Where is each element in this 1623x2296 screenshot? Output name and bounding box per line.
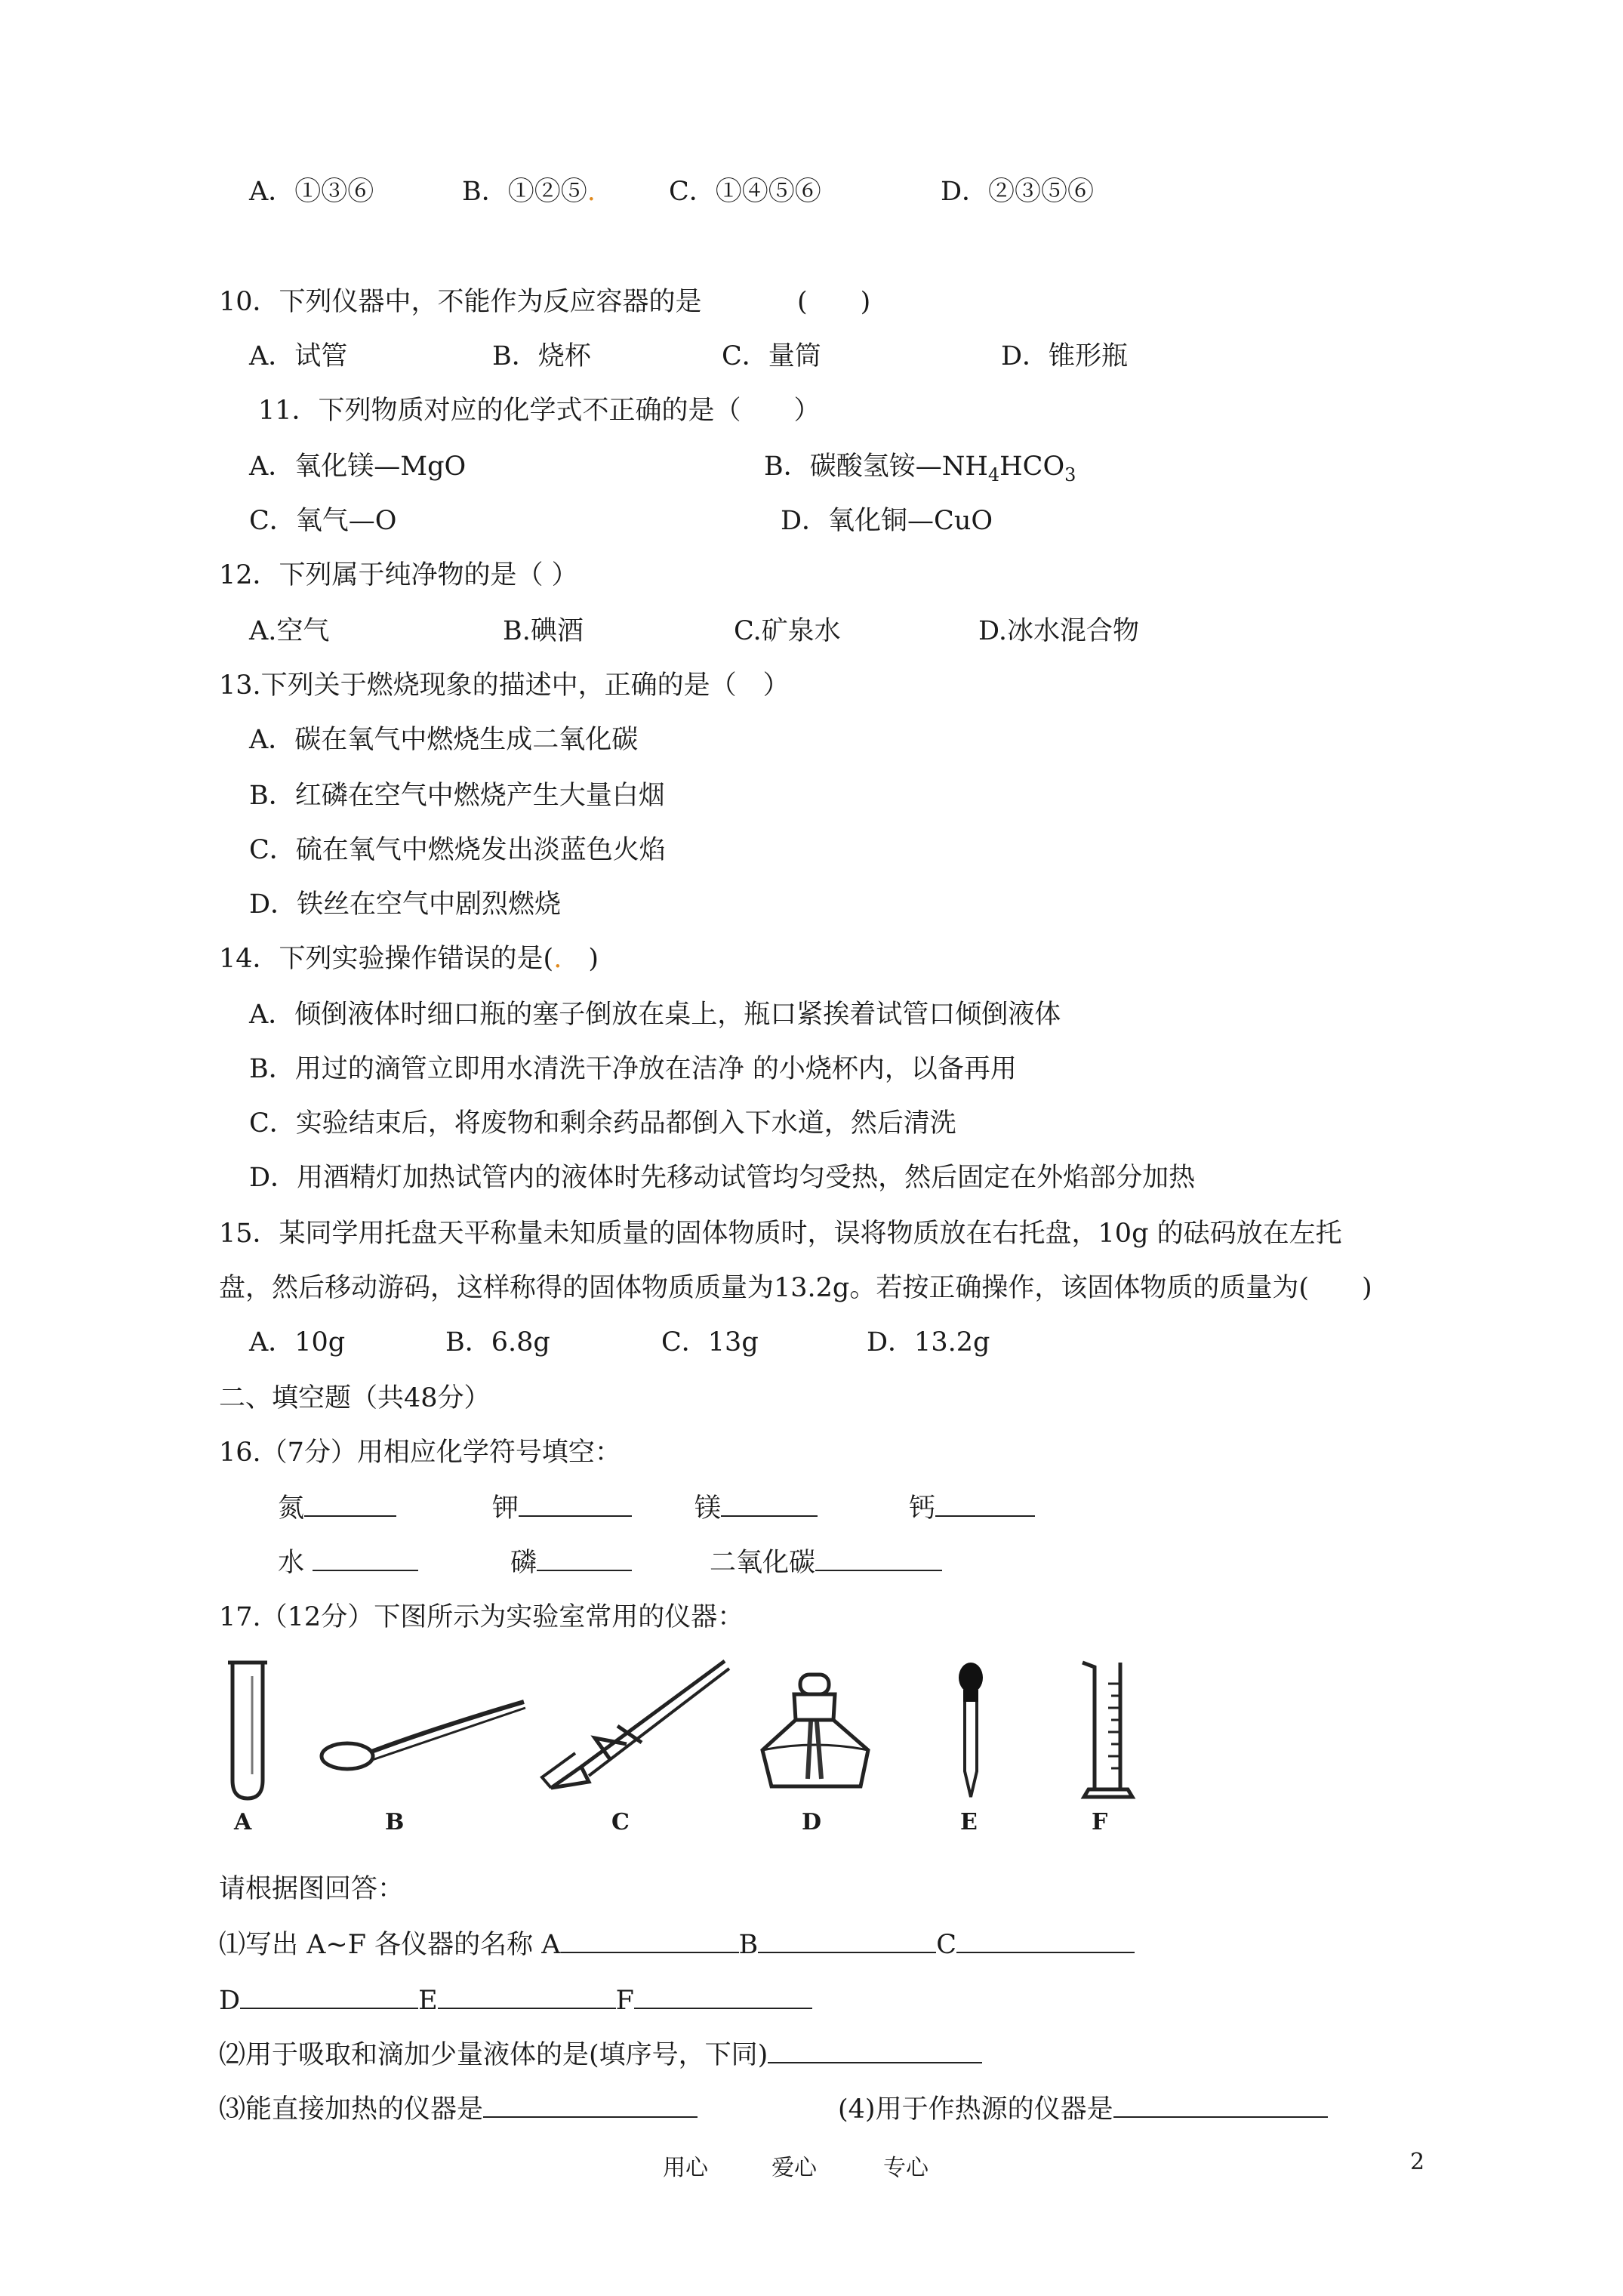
instrument-label: F [1092,1809,1108,1835]
q10-paren: ( ) [797,287,871,317]
graduated-cylinder-icon [1072,1653,1147,1804]
q12-stem: 12．下列属于纯净物的是（ ） [219,560,578,590]
q12-option-b: B.碘酒 [503,616,584,646]
q16-item: 二氧化碳 [710,1546,942,1579]
q16-item: 镁 [694,1492,818,1525]
q11-option-a: A．氧化镁—MgO [249,451,467,482]
q17-part3: ⑶能直接加热的仪器是 [219,2093,698,2126]
footer-text: 专心 [883,2155,929,2181]
q11-option-b: B．碳酸氢铵$—NH_4HCO_3$ [764,451,1076,485]
dropper-icon [948,1658,993,1801]
q17-part4: (4)用于作热源的仪器是 [838,2093,1328,2126]
spoon-icon [308,1691,534,1782]
q14-option-b: B．用过的滴管立即用水清洗干净放在洁净 的小烧杯内，以备再用 [249,1054,1017,1084]
q9-option-b: B．①②⑤. [462,177,596,207]
q11-stem: 11．下列物质对应的化学式不正确的是（ ） [258,396,821,426]
instrument-label: A [234,1809,252,1835]
q16-item: 钙 [909,1492,1035,1525]
q15-option-b: B．6.8g [445,1327,550,1358]
test-tube-icon [219,1653,279,1804]
q14-stem: 14．下列实验操作错误的是(. ) [219,944,599,974]
q10-option-b: B．烧杯 [492,341,591,371]
footer-text: 用心 [663,2155,708,2181]
q13-option-a: A．碳在氧气中燃烧生成二氧化碳 [249,725,639,755]
q9-option-c: C．①④⑤⑥ [669,177,821,207]
q17-stem: 17.（12分）下图所示为实验室常用的仪器： [219,1602,744,1632]
q15-option-c: C．13g [661,1327,759,1358]
q17-prompt: 请根据图回答： [219,1874,405,1904]
q14-option-d: D．用酒精灯加热试管内的液体时先移动试管均匀受热，然后固定在外焰部分加热 [249,1163,1196,1193]
q12-option-a: A.空气 [249,616,330,646]
q10-option-d: D．锥形瓶 [1001,341,1129,371]
q16-item: 钾 [492,1492,632,1525]
q17-part2: ⑵用于吸取和滴加少量液体的是(填序号，下同) [219,2039,982,2072]
alcohol-lamp-icon [747,1666,883,1801]
q11-option-c: C．氧气—O [249,506,397,536]
tongs-icon [528,1653,732,1797]
q12-option-c: C.矿泉水 [734,616,841,646]
q11-option-d: D．氧化铜—CuO [781,506,993,536]
instrument-label: E [960,1809,978,1835]
q13-option-b: B．红磷在空气中燃烧产生大量白烟 [249,781,665,811]
q15-option-d: D．13.2g [867,1327,990,1358]
footer-text: 爱心 [771,2155,817,2181]
q14-option-a: A．倾倒液体时细口瓶的塞子倒放在桌上，瓶口紧挨着试管口倾倒液体 [249,1000,1061,1030]
q16-item: 磷 [510,1546,632,1579]
q16-item: 氮 [278,1492,396,1525]
q12-option-d: D.冰水混合物 [978,616,1139,646]
q10-option-c: C．量筒 [722,341,821,371]
q13-option-d: D．铁丝在空气中剧烈燃烧 [249,889,562,920]
q17-part1-line1: ⑴写出 A~F 各仪器的名称 A B C [219,1928,1135,1962]
q10-option-a: A．试管 [249,341,348,371]
q16-stem: 16.（7分）用相应化学符号填空： [219,1438,621,1468]
q16-item: 水 [278,1546,418,1579]
q14-option-c: C．实验结束后，将废物和剩余药品都倒入下水道，然后清洗 [249,1108,956,1139]
section-heading: 二、填空题（共48分） [219,1383,491,1413]
q13-stem: 13.下列关于燃烧现象的描述中，正确的是（ ） [219,670,790,701]
instrument-label: D [802,1809,822,1835]
q15-stem-line2: 盘，然后移动游码，这样称得的固体物质质量为13.2g。若按正确操作，该固体物质的质量为( ) [219,1273,1372,1303]
instrument-label: B [385,1809,405,1835]
q15-option-a: A．10g [249,1327,346,1358]
instrument-label: C [611,1809,630,1835]
q9-option-a: A．①③⑥ [249,177,374,207]
q17-part1-line2: D E F [219,1984,812,2017]
q15-stem-line1: 15．某同学用托盘天平称量未知质量的固体物质时，误将物质放在右托盘，10g 的砝码放在左托 [219,1219,1342,1249]
q13-option-c: C．硫在氧气中燃烧发出淡蓝色火焰 [249,835,666,865]
q10-stem: 10．下列仪器中，不能作为反应容器的是 [219,287,702,317]
page-number: 2 [1410,2149,1425,2175]
q9-option-d: D．②③⑤⑥ [941,177,1095,207]
